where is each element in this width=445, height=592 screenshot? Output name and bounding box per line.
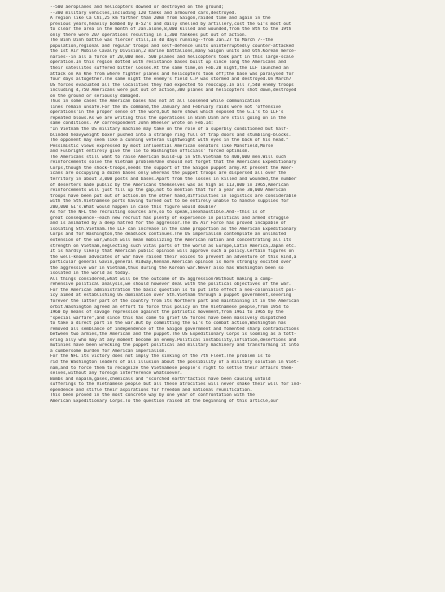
text-line: territory in about 3,000 posts and bases.Apart from the losses in killed and wounded,the number — [50, 176, 297, 182]
text-line: removed all semblance of independence of the Saigon government and fomented sharp contradictions — [50, 326, 299, 332]
text-line: population,regional and regular troops and self-defence units uninterruptedly counter-attacked — [50, 43, 294, 49]
text-line: reinforcements solve the Vietnam problem?One should not forget that the Americans Expeditionary — [50, 160, 297, 166]
text-line: orbit.Washington agreed an effort to force this policy on the Vietnamese people,from 1954 to — [50, 304, 289, 310]
text-line: naries--in all a force of 20,000 men. 500 planes and helicopters took part in this large-scale — [50, 54, 294, 60]
text-line: to clear the area in the month of Jan.alone,8,000 killed and wounded,from the 8th to the 19th — [50, 27, 292, 33]
text-line: operations'in the proper sense of the word,but more shows which exposed the G.I's to LLF's — [50, 110, 284, 116]
text-line: Pessimistic views expressed by most influential American senators like Mansfield,Morse — [50, 143, 274, 149]
text-line: mutinies have been wrecking the puppet political and military machinery and transforming it into — [50, 343, 299, 349]
text-line: A region like Ca Chi,25 km farther than 20km from Saigon,raided time and again in the — [50, 16, 271, 22]
text-line: Bombs and napalm,gases,chemicals and "scorched earth"tactics have been causing untold — [50, 376, 271, 382]
text-line: icans are occupying a dozen bases only whereas the puppet troops are dispersed all over the — [50, 171, 286, 177]
text-line: on the ground or seriously damaged. — [50, 93, 141, 99]
text-line: extension of the war,which will mean mobilizing the American nation and concentrating all its — [50, 237, 292, 243]
text-line: Thus in some cases the American bases has not at all loosened while communication — [50, 99, 261, 105]
text-line: For the NFL its victory does not imply the sinking of the 7th Fleet.The problem is to — [50, 354, 271, 360]
text-line: lines remain unsafe.For the US command,the January and February raids were not 'offensive — [50, 104, 281, 110]
text-line: icy aimed at establishing US domination over Sth.Vietnam through a puppet government,severing — [50, 293, 292, 299]
text-line: rid the Washington leaders of all illusion about the possibility of a military solution in Viet- — [50, 360, 299, 365]
text-line: the well-known advocates of war have raised their voices to prevent an adventure of this kind,a — [50, 254, 297, 260]
text-line: with the Sth.Vietnamese ports having turned out to be entirely unable to handle supplies for — [50, 199, 289, 205]
text-line: reinforcements will just fill up the gap,not to mention that for a year one 30,000 American — [50, 188, 286, 194]
text-line: a cumbersome burden for American imperialism. — [50, 348, 167, 354]
text-line: As for the NFL the recruiting sources are,so to speak,inexhaustible.And--this is of — [50, 210, 266, 216]
text-line: and Fulbright entirely give the lie to Washington officials' forced optimism. — [50, 149, 250, 155]
text-line: and is animated by a deep hatred for the aggressor.The US Air Force has proved incapable of — [50, 221, 286, 227]
text-line: Corps,though the shock-troops,needs the support of the Saigon puppet army.At present the Amer- — [50, 165, 294, 171]
text-line: American Expeditionary Corps.To the question raised at the beginning of this article,our — [50, 398, 279, 404]
text-line: ering ally who may at any moment become an enemy.Political instability,inflation,desertions and — [50, 337, 297, 343]
text-line: isolated in the world as today. — [50, 271, 131, 277]
text-line: "In Vietnam the US military machine may take on the role of a superbly conditioned but half- — [50, 127, 289, 133]
text-line: US forces evacuated all the localities they had expected to reoccupy.In all 7,540 enemy troops — [50, 82, 294, 88]
text-line: For the American administration the basic question is to put into effect a neo-colonialist pol- — [50, 287, 297, 293]
text-line: previous years,heavily bombed by B-52's and daily shelled by artillery,cost the GI's most out — [50, 21, 292, 27]
text-line: great consequence--each new recruit has plenty of experience in political and armed struggle — [50, 215, 289, 221]
text-line: of deserters made public by the Americans themselves was as high as 113,000 in 1965,American — [50, 182, 289, 188]
text-line: four days altogether.The same night the enemy's field C.P was stormed and destroyed.On March7 — [50, 77, 292, 83]
text-line: strength on Vietnam,neglecting such vital parts of the world as Europe,Latin America,Japan etc. — [50, 243, 297, 249]
text-line: ependence and stifle their aspirations for freedom and national reunification. — [50, 387, 253, 393]
text-line: forever the latter part of the country from its Northern part and maintaining it in the American — [50, 298, 299, 304]
text-line: nam,and to force them to recognize the Vietnamese people's right to settle their affairs them- — [50, 365, 294, 371]
text-line: The Americans still want to raise American build-up in Sth.Vietnam to 400,000 men.Will such — [50, 154, 286, 160]
text-line: repeated blows.As we are writing this the operations in Binh Dinh are still going on in the — [50, 115, 286, 121]
text-line: same conditions. AP correspondent John Wheeler wrote on Feb.14: — [50, 121, 214, 127]
text-line: It is hardly likely that American public opinion will approve such a policy.Certain figures on — [50, 249, 294, 255]
text-line: troops have been put out of action.On the other hand,difficulties in logistics are considerable — [50, 193, 297, 199]
text-line: only there were 207 operations resulting in 1,300 Yankees put out of action. — [50, 32, 248, 38]
text-line: Corps and for Washington,the deadlock continues.The US imperialism contemplate an unlimited — [50, 232, 286, 238]
text-line: selves,without any foreign interference whatsoever. — [50, 371, 183, 377]
text-line: --300 military vehicles,including 120 tanks and armoured cars,destroyed. — [50, 10, 237, 16]
text-line: attack on An Khe from where fighter planes and helicopters took off;the base was paralysed for — [50, 71, 294, 77]
text-line: --500 aeroplanes and helicopters downed or destroyed on the ground; — [50, 5, 224, 10]
text-line: This been proved in the most concrete way by one year of confrontation with the — [50, 393, 255, 399]
text-line: the 1st Air Mobile Cavalry Division,2 marine battalions,many Saigon units and 6th.Korean merce- — [50, 49, 297, 55]
text-line: All things considered,what will be the outcome of US aggression?Without making a comp- — [50, 276, 274, 282]
text-line: their satellites suffered bitter losses.At the same time,on Feb.20 night,the LLF launched an — [50, 66, 289, 72]
text-line: rehensive political analysis,we should however deal with the political objectives of the war. — [50, 282, 292, 288]
text-line: 1960 by means of savage repression against the patriotic movement,from 1961 to 1965 by the — [50, 310, 284, 316]
text-line: particular general Gavin,general Ridway,Kennan.American opinion is more strongly excited over — [50, 260, 292, 266]
text-line: blinded heavyweight boxer pushed into a strange ring full of trap doors and stumbling-blocks. — [50, 132, 292, 138]
text-line: 200,000 GI's.What would happen in case this figure would double? — [50, 204, 216, 210]
text-line: to take a direct part in the war.But by committing the GI's to combat action,Washington has — [50, 321, 286, 327]
text-line: "special warfare",and since this has come to grief US forces have been massively dispatched — [50, 315, 286, 321]
text-line: the aggressive war in Vietnam,thus during the Korean war.Never also has Washington been so — [50, 265, 284, 271]
text-line: operation.In this region dotted with resistance bases built up since long the Americans and — [50, 60, 286, 66]
text-line: sufferings to the Vietnamese people but all these atrocities will never shake their will for ind- — [50, 382, 302, 388]
text-line: including 4,750 Americans were put out of action,300 planes and helicopters shot down,destroyed — [50, 88, 297, 94]
text-line: The Binh Dinh battle was fiercer still,In 40 days running--from Jan.27 to March 7--the — [50, 38, 274, 44]
text-line: isolating Sth.Vietnam.The LLF can increase in the same proportion as the American Expeditionary — [50, 226, 297, 232]
text-line: The opponent may seem like a cunning veteran lightweight with eyes in the back of his head." — [50, 138, 289, 144]
text-line: between two armies,the American and the puppet.The US Expeditionary Corps is looming as a tott- — [50, 332, 297, 338]
